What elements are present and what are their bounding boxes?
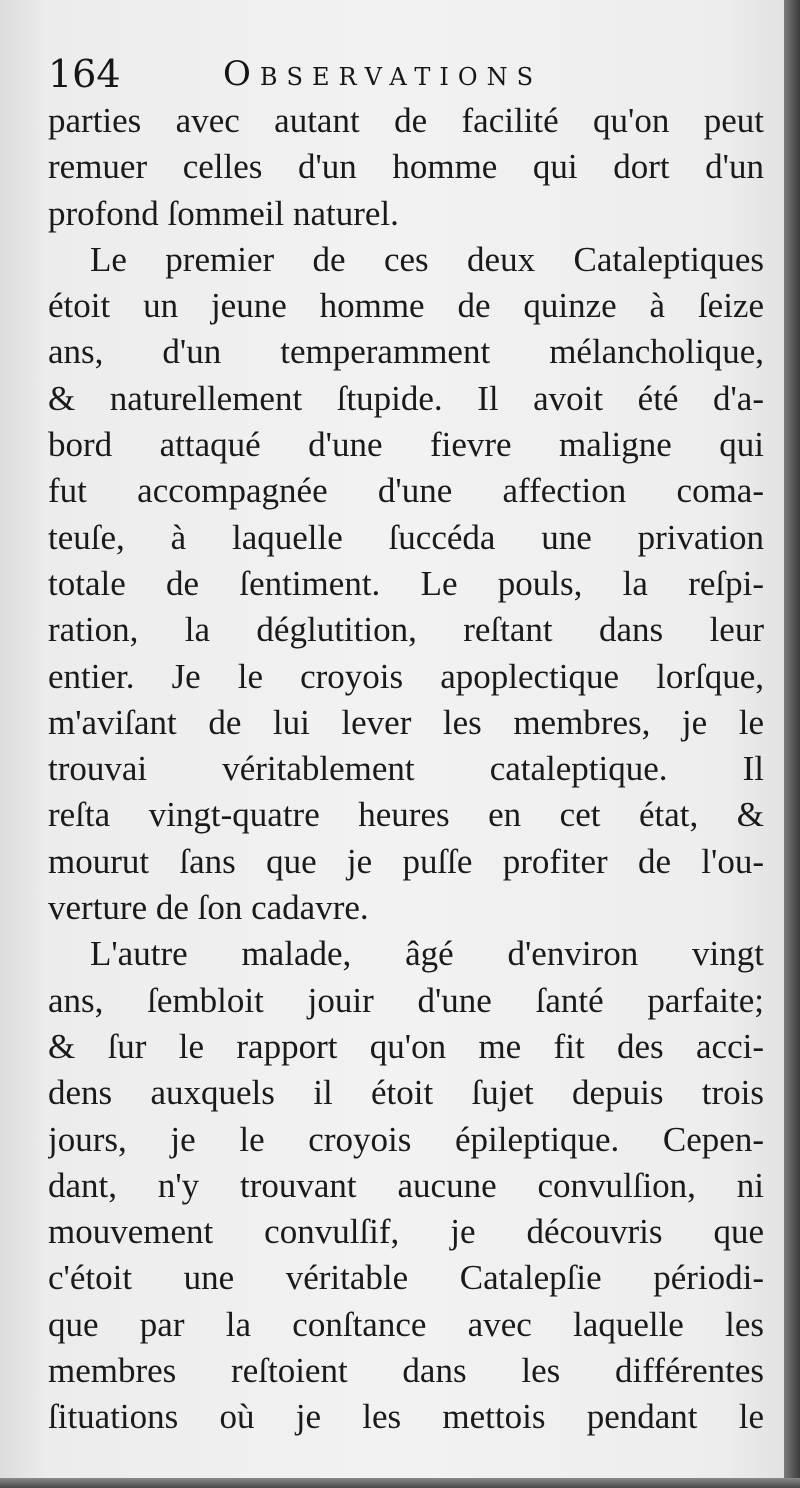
text-line: entier. Je le croyois apoplectique lorſque, [48,656,764,696]
text-line: teuſe, à laquelle ſuccéda une privation [48,517,764,557]
text-line: verture de ſon cadavre. [48,888,369,928]
text-line: & ſur le rapport qu'on me fit des acci- [48,1026,764,1066]
text-line: ans, d'un temperamment mélancholique, [48,332,764,372]
text-line: ration, la déglutition, reſtant dans leur [48,610,764,650]
text-line: bord attaqué d'une fievre maligne qui [48,425,764,465]
text-line: jours, je le croyois épileptique. Cepen- [48,1119,764,1159]
text-line: dens auxquels il étoit ſujet depuis trois [48,1073,764,1113]
page-number: 164 [48,52,121,96]
text-line: dant, n'y trouvant aucune convulſion, ni [48,1165,764,1205]
text-line: totale de ſentiment. Le pouls, la reſpi- [48,563,764,603]
text-line: profond ſommeil naturel. [48,193,399,233]
text-line: mourut ſans que je puſſe profiter de l'ou- [48,841,764,881]
text-line: Le premier de ces deux Cataleptiques [90,239,764,279]
text-line: trouvai véritablement cataleptique. Il [48,749,764,789]
body-text [48,98,764,1441]
page-bottom-shadow [0,1478,800,1488]
text-line: remuer celles d'un homme qui dort d'un [48,147,764,187]
text-line: L'autre malade, âgé d'environ vingt [90,934,764,974]
text-line: m'aviſant de lui lever les membres, je le [48,702,764,742]
text-line: c'étoit une véritable Catalepſie périodi- [48,1258,764,1298]
text-line: que par la conſtance avec laquelle les [48,1304,764,1344]
text-line: étoit un jeune homme de quinze à ſeize [48,286,764,326]
text-line: membres reſtoient dans les différentes [48,1351,764,1391]
text-line: & naturellement ſtupide. Il avoit été d'a- [48,378,764,418]
text-line: mouvement convulſif, je découvris que [48,1212,764,1252]
page-header [48,50,748,98]
text-line: ſituations où je les mettois pendant le [48,1397,764,1437]
text-line: reſta vingt-quatre heures en cet état, & [48,795,764,835]
text-line: fut accompagnée d'une affection coma- [48,471,764,511]
text-line: parties avec autant de facilité qu'on peut [48,101,764,140]
page-edge-shadow [784,0,800,1488]
running-head: Observations [223,54,543,94]
text-line: ans, ſembloit jouir d'une ſanté parfaite; [48,980,764,1020]
